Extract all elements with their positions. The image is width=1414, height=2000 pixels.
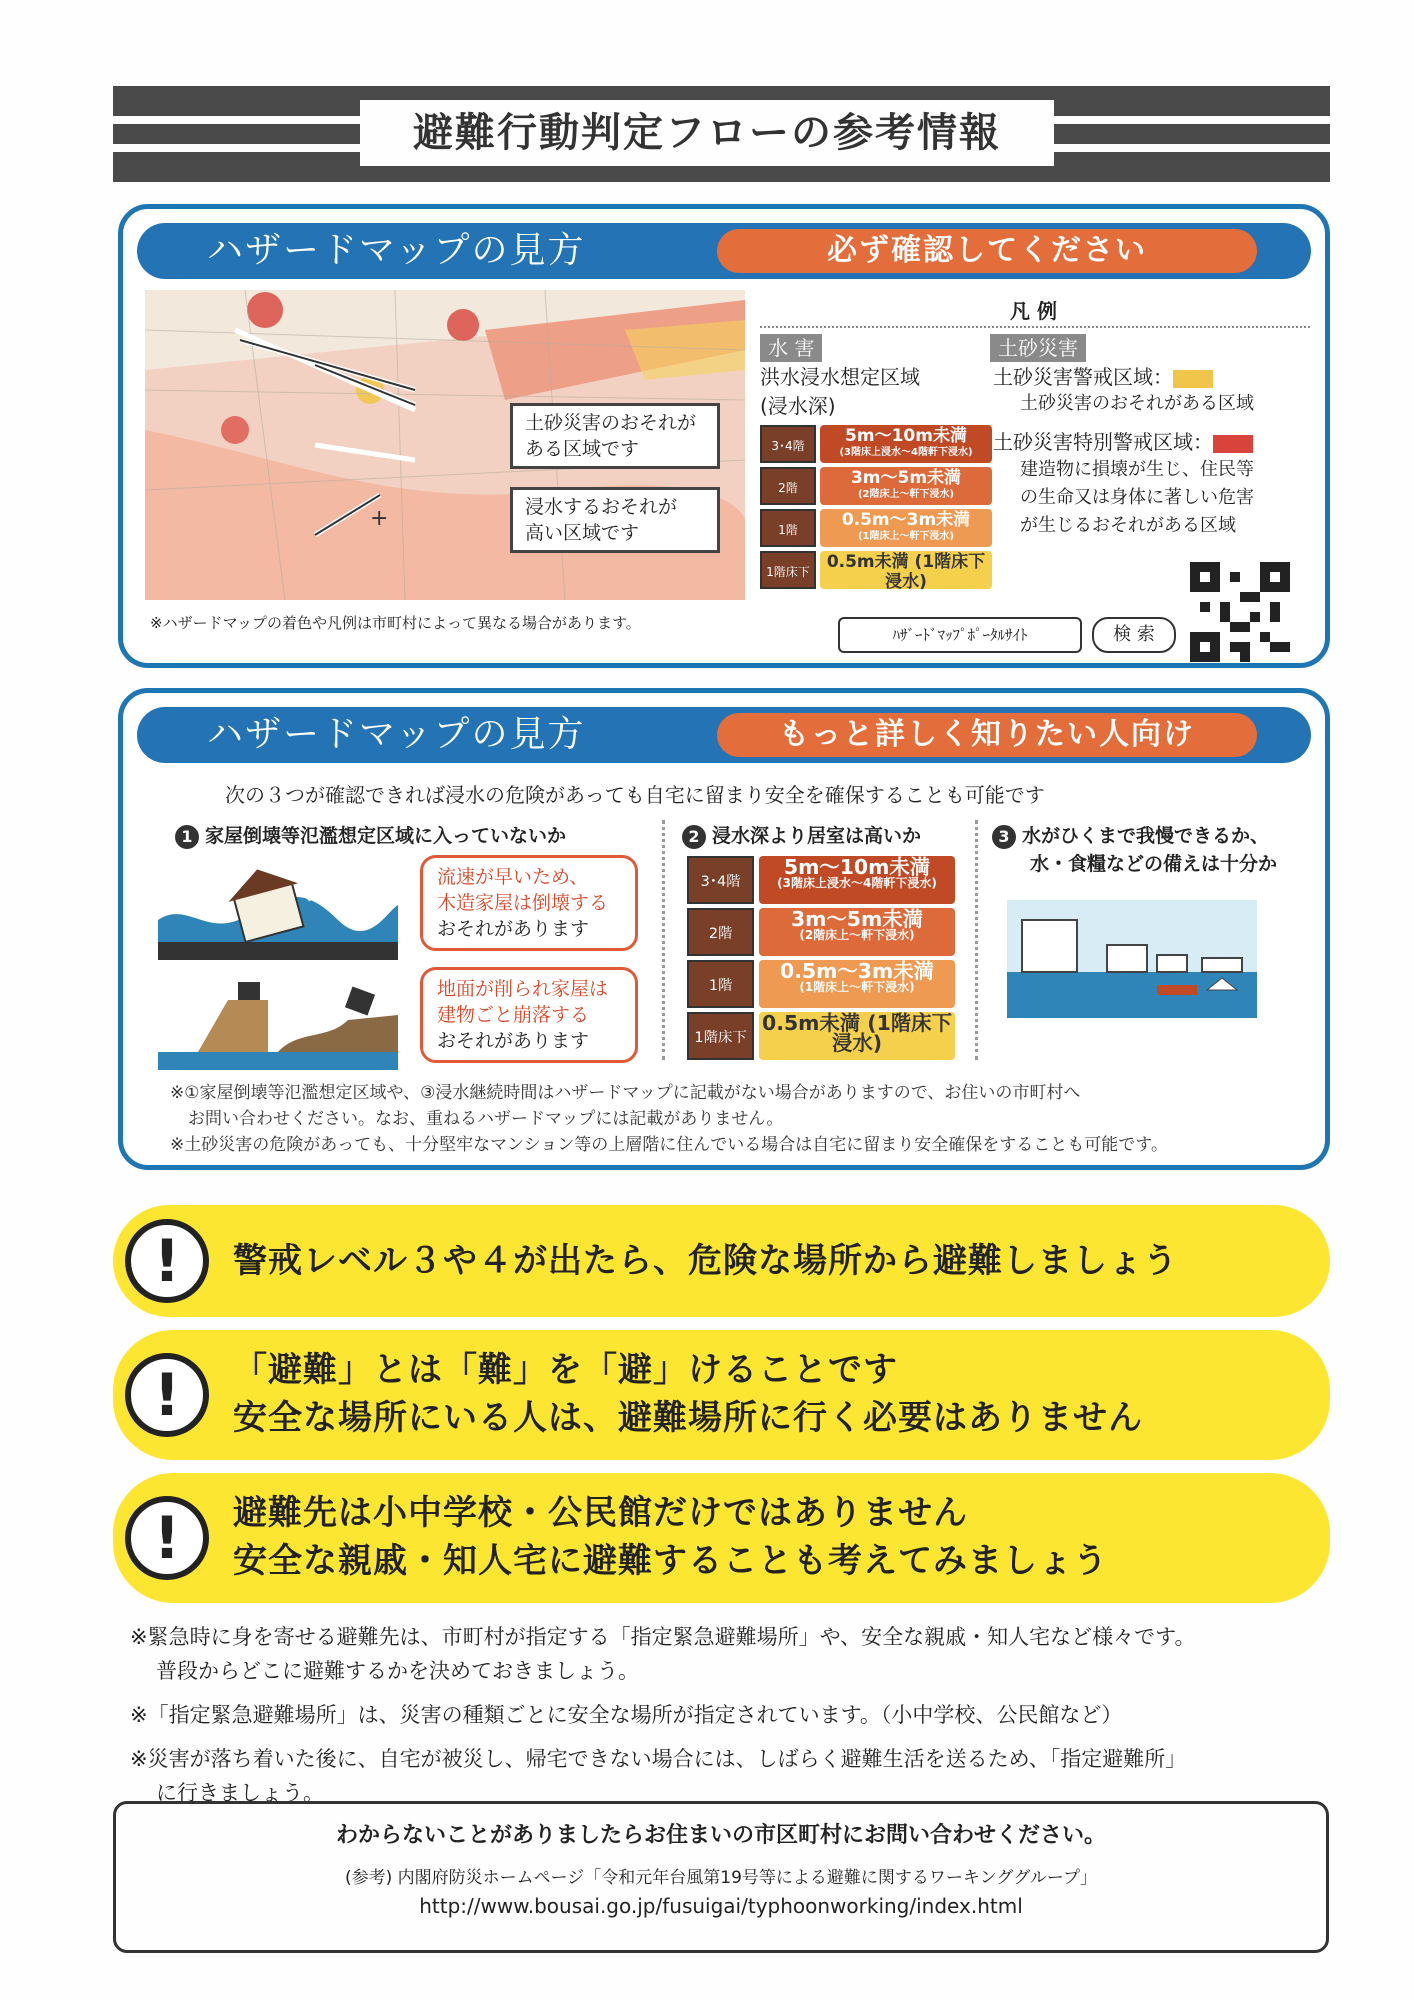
- depth-value: 0.5m未満 (1階床下浸水): [762, 1011, 952, 1055]
- depth-legend-large: [687, 856, 955, 1066]
- bubble-erosion: [420, 967, 638, 1063]
- depth-label: [820, 425, 992, 463]
- legend-water-title: 洪水浸水想定区域: [760, 365, 920, 389]
- contact-main: わからないことがありましたらお住まいの市区町村にお問い合わせください。: [335, 1823, 1106, 1848]
- page-title: 避難行動判定フローの参考情報: [360, 100, 1054, 166]
- depth-label: [759, 960, 955, 1008]
- panel2-note-1-cont: お問い合わせください。なお、重ねるハザードマップには記載がありません。: [188, 1109, 784, 1129]
- depth-label: [820, 551, 992, 592]
- floor-label: 1階: [760, 509, 816, 547]
- alert-3-line1: 避難先は小中学校・公民館だけではありません: [233, 1493, 968, 1533]
- depth-note: (2階床上～軒下浸水): [799, 928, 915, 942]
- check-item-3: [992, 822, 1277, 878]
- depth-row: [760, 425, 992, 463]
- check-item-2-text: 浸水深より居室は高いか: [712, 825, 922, 847]
- footnote-1: ※緊急時に身を寄せる避難先は、市町村が指定する「指定緊急避難場所」や、安全な親戚・知人宅など様々です。: [130, 1625, 1196, 1649]
- bubble-flow-line2: 木造家屋は倒壊する: [437, 892, 609, 914]
- panel1-header: [137, 223, 1311, 279]
- panel2-note-1: ※①家屋倒壊等氾濫想定区域や、③浸水継続時間はハザードマップに記載がない場合がありますので、お住いの市町村へ: [170, 1083, 1081, 1103]
- depth-note: (1階床上～軒下浸水): [857, 531, 955, 542]
- house-collapse-illustration: [158, 860, 398, 960]
- separator-2: [975, 820, 978, 1060]
- depth-row: [687, 960, 955, 1008]
- alert-bar-1: [113, 1205, 1330, 1317]
- alert-2-line1: 「避難」とは「難」を「避」けることです: [233, 1350, 898, 1390]
- depth-row: [687, 1012, 955, 1060]
- bubble-flow-line1: 流速が早いため、: [437, 866, 589, 888]
- depth-label: [759, 856, 955, 904]
- depth-label: [820, 467, 992, 505]
- contact-url-link[interactable]: http://www.bousai.go.jp/fusuigai/typhoonworking/index.html: [419, 1894, 1023, 1918]
- footnote-3: ※災害が落ち着いた後に、自宅が被災し、帰宅できない場合には、しばらく避難生活を送るため、「指定避難所」: [130, 1747, 1187, 1771]
- floor-label: 3･4階: [760, 425, 816, 463]
- search-button[interactable]: 検 索: [1092, 617, 1176, 653]
- depth-row: [687, 908, 955, 956]
- legend-special-desc-line2: の生命又は身体に著しい危害: [1020, 487, 1254, 508]
- floor-label: 3･4階: [687, 856, 754, 904]
- alert-bar-2: [113, 1330, 1330, 1460]
- legend-title: 凡 例: [1010, 299, 1057, 323]
- exclamation-icon: !: [125, 1496, 209, 1580]
- footnote-2: ※「指定緊急避難場所」は、災害の種類ごとに安全な場所が指定されています。（小中学校、公民館など）: [130, 1703, 1123, 1727]
- callout-flood: [510, 487, 720, 553]
- check-item-2: [682, 822, 921, 850]
- depth-note: (3階床上浸水～4階軒下浸水): [839, 447, 973, 458]
- check-item-1-text: 家屋倒壊等氾濫想定区域に入っていないか: [205, 825, 567, 847]
- check-item-2-number: 2: [682, 825, 706, 849]
- alert-bar-3: [113, 1473, 1330, 1603]
- floor-label: 2階: [760, 467, 816, 505]
- panel2-title: ハザードマップの見方: [207, 714, 586, 755]
- footnotes: [130, 1620, 1330, 1810]
- bubble-flow-line3: おそれがあります: [437, 918, 590, 940]
- depth-note: (3階床上浸水～4階軒下浸水): [777, 876, 937, 890]
- bubble-erosion-line3: おそれがあります: [437, 1030, 590, 1052]
- depth-value: 0.5m～3m未満: [841, 510, 971, 530]
- qr-code-icon[interactable]: [1190, 562, 1290, 662]
- legend-special-desc: [1020, 456, 1254, 540]
- panel2-pill: もっと詳しく知りたい人向け: [717, 713, 1257, 757]
- depth-row: [687, 856, 955, 904]
- bubble-erosion-line2: 建物ごと崩落する: [437, 1004, 590, 1026]
- check-item-3-number: 3: [992, 825, 1016, 849]
- contact-reference: (参考) 内閣府防災ホームページ「令和元年台風第19号等による避難に関するワーキンググループ」: [344, 1868, 1098, 1888]
- check-item-1-number: 1: [175, 825, 199, 849]
- legend-special-row: [993, 428, 1253, 456]
- portal-site-box[interactable]: ﾊｻﾞｰﾄﾞﾏｯﾌﾟﾎﾟｰﾀﾙｻｲﾄ: [838, 617, 1082, 653]
- check-item-3-text-line2: 水・食糧などの備えは十分か: [1030, 853, 1278, 875]
- callout-flood-line2: 高い区域です: [525, 522, 640, 544]
- alert-3-line2: 安全な親戚・知人宅に避難することも考えてみましょう: [233, 1541, 1108, 1581]
- depth-label: [820, 509, 992, 547]
- alert-1-text: 警戒レベル３や４が出たら、危険な場所から避難しましょう: [233, 1241, 1178, 1281]
- depth-value: 0.5m～3m未満: [780, 959, 934, 983]
- landslide-illustration: [158, 980, 398, 1070]
- depth-row: [760, 551, 992, 592]
- depth-value: 3m～5m未満: [790, 907, 924, 931]
- depth-value: 0.5m未満 (1階床下浸水): [826, 552, 986, 592]
- callout-sediment: [510, 403, 720, 469]
- depth-value: 3m～5m未満: [850, 468, 962, 488]
- depth-label: [759, 1012, 955, 1060]
- footnote-3-cont: に行きましょう。: [156, 1781, 324, 1805]
- legend-warning-label: 土砂災害警戒区域：: [993, 365, 1173, 389]
- panel2-header: [137, 707, 1311, 763]
- alert-2-line2: 安全な場所にいる人は、避難場所に行く必要はありません: [233, 1398, 1143, 1438]
- depth-row: [760, 509, 992, 547]
- floor-label: 1階: [687, 960, 754, 1008]
- footnote-1-cont: 普段からどこに避難するかを決めておきましょう。: [156, 1659, 639, 1683]
- panel2-intro: 次の３つが確認できれば浸水の危険があっても自宅に留まり安全を確保することも可能です: [225, 783, 1045, 807]
- legend-special-desc-line3: が生じるおそれがある区域: [1020, 515, 1236, 536]
- legend-divider: [760, 326, 1310, 328]
- svg-text:+: +: [370, 506, 389, 531]
- contact-box: [113, 1801, 1329, 1953]
- floor-label: 1階床下: [760, 551, 816, 589]
- legend-sediment-tag: 土砂災害: [990, 334, 1086, 362]
- legend-water-tag: 水 害: [760, 334, 822, 362]
- depth-value: 5m～10m未満: [783, 855, 931, 879]
- legend-warning-row: [993, 363, 1213, 391]
- panel1-title: ハザードマップの見方: [207, 230, 586, 271]
- exclamation-icon: !: [125, 1219, 209, 1303]
- separator-1: [662, 820, 665, 1060]
- bubble-erosion-line1: 地面が削られ家屋は: [437, 978, 609, 1000]
- depth-row: [760, 467, 992, 505]
- floor-label: 1階床下: [687, 1012, 754, 1060]
- legend-warning-desc: 土砂災害のおそれがある区域: [1020, 393, 1254, 414]
- map-note: ※ハザードマップの着色や凡例は市町村によって異なる場合があります。: [150, 614, 641, 632]
- depth-note: (2階床上～軒下浸水): [857, 489, 955, 500]
- callout-flood-line1: 浸水するおそれが: [525, 496, 678, 518]
- legend-warning-swatch: [1173, 370, 1213, 388]
- legend-special-desc-line1: 建造物に損壊が生じ、住民等: [1020, 459, 1254, 480]
- panel2-note-2: ※土砂災害の危険があっても、十分堅牢なマンション等の上層階に住んでいる場合は自宅に留まり安全確保をすることも可能です。: [170, 1135, 1168, 1155]
- panel2-notes: [170, 1080, 1320, 1158]
- bubble-flow: [420, 855, 638, 951]
- callout-sediment-line2: ある区域です: [525, 438, 640, 460]
- floor-label: 2階: [687, 908, 754, 956]
- exclamation-icon: !: [125, 1353, 209, 1437]
- legend-water-sub: (浸水深): [760, 394, 836, 418]
- callout-sediment-line1: 土砂災害のおそれが: [525, 412, 697, 434]
- flooded-town-illustration: [1007, 900, 1257, 1018]
- depth-label: [759, 908, 955, 956]
- panel1-pill: 必ず確認してください: [717, 229, 1257, 273]
- depth-legend-small: [760, 425, 992, 595]
- legend-special-label: 土砂災害特別警戒区域：: [993, 430, 1213, 454]
- check-item-1: [175, 822, 566, 850]
- check-item-3-text-line1: 水がひくまで我慢できるか、: [1022, 825, 1270, 847]
- depth-value: 5m～10m未満: [845, 426, 967, 446]
- legend-special-swatch: [1213, 435, 1253, 453]
- depth-note: (1階床上～軒下浸水): [799, 980, 915, 994]
